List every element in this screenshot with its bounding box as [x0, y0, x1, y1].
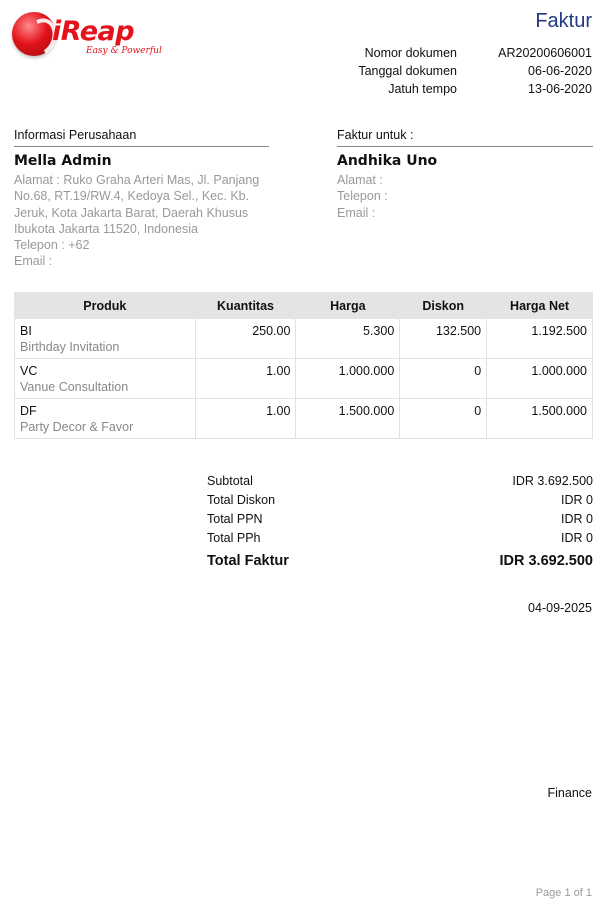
price-cell: 5.300 — [296, 319, 400, 359]
quantity-cell: 250.00 — [195, 319, 296, 359]
bill-to-heading: Faktur untuk : — [337, 128, 593, 147]
customer-email: Email : — [337, 205, 376, 220]
meta-row-document-number — [330, 44, 592, 62]
net-price-cell: 1.192.500 — [487, 319, 593, 359]
bill-to-info — [337, 128, 593, 221]
company-address-line: Ibukota Jakarta 11520, Indonesia — [14, 221, 198, 236]
company-address-line: No.68, RT.19/RW.4, Kedoya Sel., Kec. Kb. — [14, 189, 250, 204]
column-header-product: Produk — [15, 293, 196, 319]
product-description: Vanue Consultation — [20, 380, 129, 394]
grand-total-value: IDR 3.692.500 — [499, 553, 593, 569]
total-label: Total Diskon — [207, 493, 276, 507]
document-title: Faktur — [535, 10, 592, 32]
company-address-line: Jeruk, Kota Jakarta Barat, Daerah Khusus — [14, 205, 249, 220]
product-description: Party Decor & Favor — [20, 420, 134, 434]
customer-address: Alamat : — [337, 173, 383, 187]
company-address-line: Alamat : Ruko Graha Arteri Mas, Jl. Panjang — [14, 173, 260, 187]
column-header-price: Harga — [296, 293, 400, 319]
meta-row-due-date — [330, 80, 592, 98]
total-row-pph — [207, 529, 593, 548]
signer-label: Finance — [547, 786, 592, 800]
totals-summary — [207, 472, 593, 573]
table-row — [15, 319, 593, 359]
column-header-discount: Diskon — [400, 293, 487, 319]
total-label: Total PPN — [207, 512, 263, 526]
total-label: Total PPh — [207, 531, 261, 545]
product-code: BI — [20, 324, 32, 338]
discount-cell: 132.500 — [400, 319, 487, 359]
total-value: IDR 3.692.500 — [512, 474, 593, 488]
grand-total-row — [207, 549, 593, 573]
product-cell — [15, 359, 196, 399]
total-value: IDR 0 — [561, 493, 593, 507]
grand-total-label: Total Faktur — [207, 553, 289, 569]
table-row — [15, 359, 593, 399]
price-cell: 1.500.000 — [296, 399, 400, 439]
customer-phone: Telepon : — [337, 189, 388, 204]
total-row-discount — [207, 491, 593, 510]
meta-row-document-date — [330, 62, 592, 80]
discount-cell: 0 — [400, 399, 487, 439]
page-number: Page 1 of 1 — [535, 887, 592, 899]
quantity-cell: 1.00 — [195, 399, 296, 439]
table-row — [15, 399, 593, 439]
net-price-cell: 1.500.000 — [487, 399, 593, 439]
total-value: IDR 0 — [561, 512, 593, 526]
meta-value: 06-06-2020 — [528, 64, 592, 78]
price-cell: 1.000.000 — [296, 359, 400, 399]
meta-label: Nomor dokumen — [364, 46, 457, 60]
meta-label: Jatuh tempo — [388, 82, 457, 96]
column-header-net-price: Harga Net — [487, 293, 593, 319]
ireap-logo — [12, 10, 162, 60]
total-label: Subtotal — [207, 474, 253, 488]
quantity-cell: 1.00 — [195, 359, 296, 399]
customer-name: Andhika Uno — [337, 153, 438, 169]
print-date: 04-09-2025 — [528, 601, 592, 615]
meta-value: AR20200606001 — [498, 46, 592, 60]
document-meta — [330, 44, 592, 98]
product-code: VC — [20, 364, 38, 378]
company-info — [14, 128, 269, 270]
product-cell — [15, 399, 196, 439]
total-value: IDR 0 — [561, 531, 593, 545]
total-row-ppn — [207, 510, 593, 529]
net-price-cell: 1.000.000 — [487, 359, 593, 399]
column-header-quantity: Kuantitas — [195, 293, 296, 319]
company-phone: Telepon : +62 — [14, 238, 90, 253]
meta-value: 13-06-2020 — [528, 82, 592, 96]
total-row-subtotal — [207, 472, 593, 491]
company-email: Email : — [14, 254, 53, 269]
table-header-row — [15, 293, 593, 319]
company-info-heading: Informasi Perusahaan — [14, 128, 269, 147]
product-description: Birthday Invitation — [20, 340, 120, 354]
meta-label: Tanggal dokumen — [358, 64, 457, 78]
product-code: DF — [20, 404, 37, 418]
discount-cell: 0 — [400, 359, 487, 399]
logo-tagline: Easy & Powerful — [86, 46, 162, 56]
logo-ball-icon — [12, 12, 56, 56]
invoice-items-table — [14, 292, 593, 439]
company-name: Mella Admin — [14, 153, 112, 169]
product-cell — [15, 319, 196, 359]
logo-wordmark: iReap — [52, 16, 135, 47]
